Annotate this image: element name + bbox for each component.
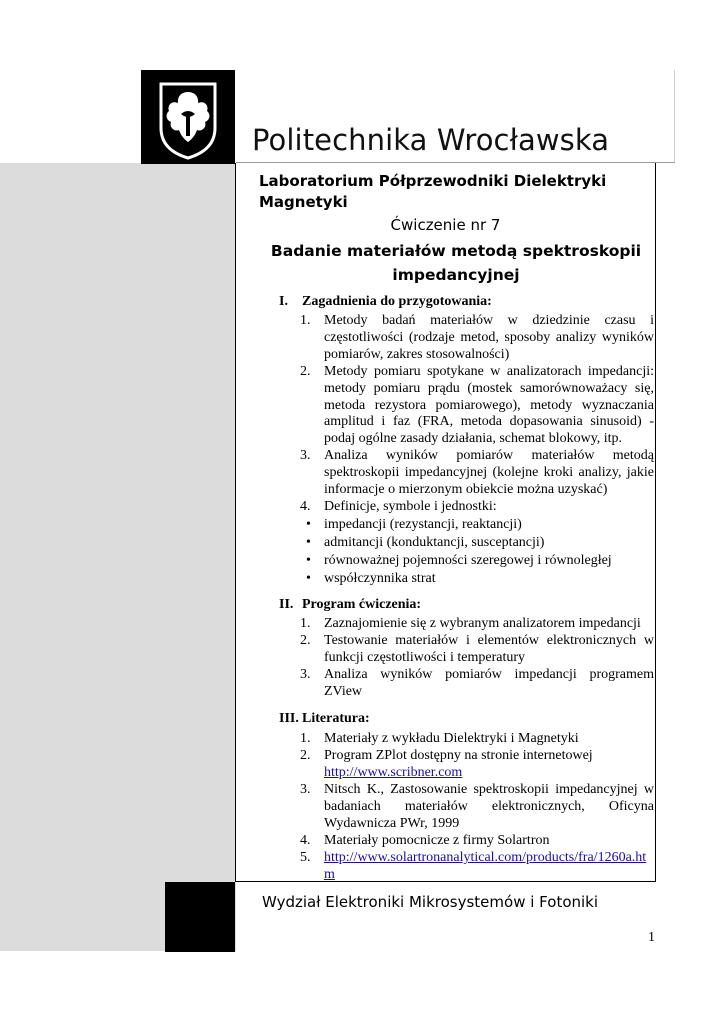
bullet-item: • równoważnej pojemności szeregowej i równoległej [306, 553, 612, 568]
bullet-item: • admitancji (konduktancji, susceptancji) [306, 535, 545, 550]
item-number: 2. [300, 364, 311, 379]
section-number: III. [279, 711, 299, 726]
item-number: 2. [300, 633, 311, 648]
item-number: 2. [300, 748, 311, 763]
item-number: 1. [300, 731, 311, 746]
item-number: 3. [300, 667, 311, 682]
section-title: Program ćwiczenia: [302, 597, 422, 612]
bullet-text: współczynnika strat [324, 571, 436, 586]
list-item [300, 499, 654, 516]
section-number: II. [279, 597, 294, 612]
footer-black-block [165, 882, 235, 952]
item-number: 1. [300, 616, 311, 631]
lab-title: Laboratorium Półprzewodniki Dielektryki Magnetyki [259, 172, 607, 211]
item-number: 3. [300, 782, 311, 797]
exercise-title: Badanie materiałów metodą spektroskopii impedancyjnej [270, 242, 642, 284]
item-text: Metody pomiaru spotykane w analizatorach impedancji: metody pomiaru prądu (mostek samorównoważacy się, metoda rezystora pomiarowego), metody wyznaczania amplitud i faz (FRA, metoda dopasowania sinusoid) - podaj ogólne zasady działania, schemat blokowy, itp. [324, 364, 654, 447]
item-text: Testowanie materiałów i elementów elektronicznych w funkcji częstotliwości i temperatury [324, 633, 654, 665]
item-text-main: Program ZPlot dostępny na stronie internetowej [324, 748, 593, 763]
list-item [300, 364, 654, 448]
university-name: Politechnika Wrocławska [252, 123, 610, 157]
bullet-item: • impedancji (rezystancji, reaktancji) [306, 517, 522, 532]
list-item [300, 782, 654, 832]
item-text [324, 748, 654, 782]
item-number: 1. [300, 313, 311, 328]
item-number: 5. [300, 850, 311, 865]
bullet-item: • współczynnika strat [306, 571, 436, 586]
item-text: Analiza wyników pomiarów impedancji programem ZView [324, 667, 654, 699]
item-text [324, 850, 654, 882]
list-item [300, 616, 654, 633]
bullet-text: impedancji (rezystancji, reaktancji) [324, 517, 522, 532]
section-heading-1 [279, 293, 492, 310]
list-item [300, 448, 654, 498]
item-number: 4. [300, 499, 311, 514]
left-gray-band [0, 163, 236, 951]
item-text: Definicje, symbole i jednostki: [324, 499, 497, 514]
list-item [300, 633, 654, 667]
item-number: 3. [300, 448, 311, 463]
item-text: Nitsch K., Zastosowanie spektroskopii impedancyjnej w badaniach materiałów elektronicznych, Oficyna Wydawnicza PWr, 1999 [324, 782, 654, 831]
item-text: Analiza wyników pomiarów materiałów metodą spektroskopii impedancyjnej (kolejne kroki analizy, jakie informacje o mierzonym obiekcie można uzyskać) [324, 448, 654, 497]
item-text: Materiały pomocnicze z firmy Solartron [324, 833, 550, 848]
section-title: Zagadnienia do przygotowania: [302, 294, 492, 309]
item-text: Materiały z wykładu Dielektryki i Magnetyki [324, 731, 579, 746]
list-item [300, 667, 654, 701]
list-item [300, 731, 654, 748]
section-heading-3 [279, 710, 370, 727]
university-logo [141, 70, 235, 164]
item-text: Metody badań materiałów w dziedzinie czasu i częstotliwości (rodzaje metod, sposoby analizy wyników pomiarów, zakres stosowalności) [324, 313, 654, 362]
section-title: Literatura: [302, 711, 370, 726]
section-number: I. [279, 294, 288, 309]
faculty-name: Wydział Elektroniki Mikrosystemów i Fotoniki [262, 893, 599, 911]
bullet-text: równoważnej pojemności szeregowej i równoległej [324, 553, 612, 568]
list-item [300, 313, 654, 363]
scribner-link[interactable]: http://www.scribner.com [324, 764, 463, 780]
content-panel [235, 163, 656, 882]
exercise-number: Ćwiczenie nr 7 [390, 216, 501, 234]
section-heading-2 [279, 596, 421, 613]
header-vertical-line [674, 70, 675, 163]
bullet-text: admitancji (konduktancji, susceptancji) [324, 535, 545, 550]
item-text: Zaznajomienie się z wybranym analizatorem impedancji [324, 616, 641, 631]
item-number: 4. [300, 833, 311, 848]
list-item [300, 748, 654, 782]
list-item [300, 833, 654, 850]
eagle-crest-icon [141, 70, 235, 164]
list-item [300, 850, 654, 882]
solartron-link[interactable]: http://www.solartronanalytical.com/products/fra/1260a.htm [324, 850, 647, 882]
page-number: 1 [648, 930, 655, 945]
